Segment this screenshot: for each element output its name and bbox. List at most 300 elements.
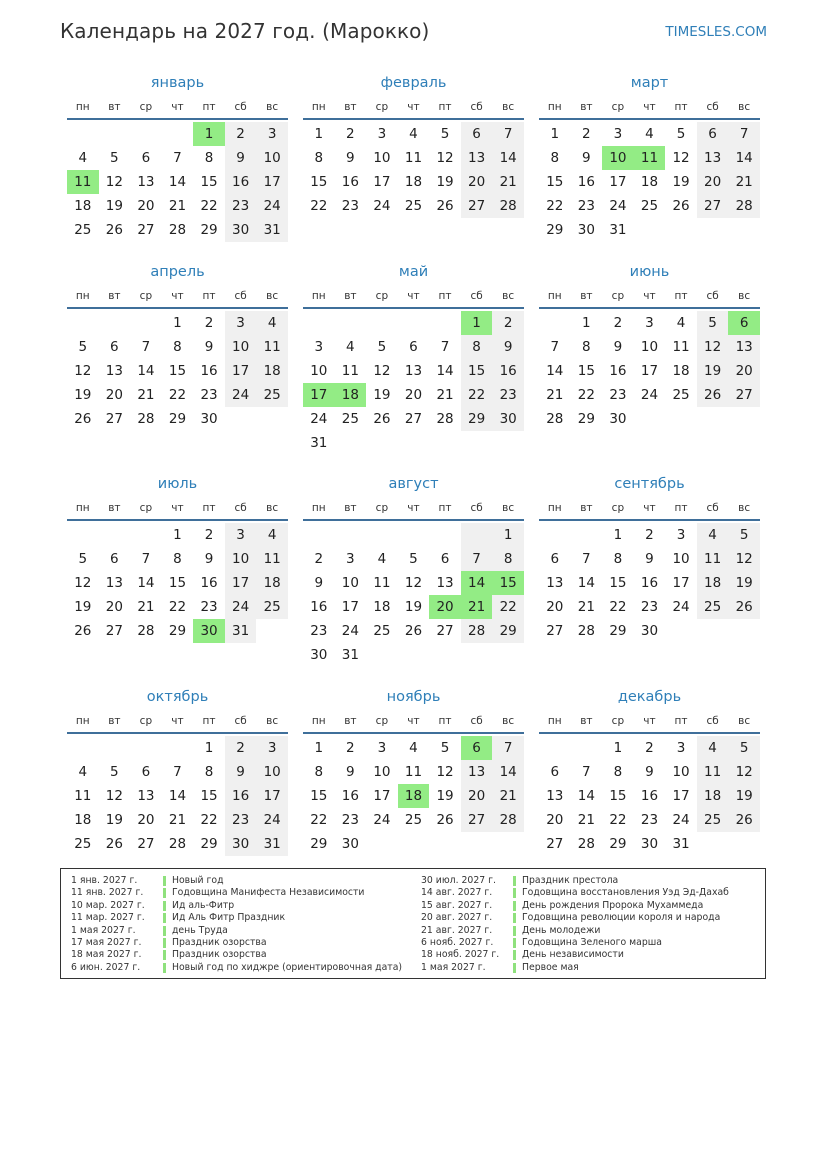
month-calendar	[67, 259, 288, 431]
day-cell: 27	[546, 623, 564, 639]
weekday-label: пт	[438, 290, 452, 302]
day-cell: 10	[256, 146, 288, 170]
legend-row	[71, 962, 402, 974]
weekday-label: пн	[311, 101, 326, 113]
empty-day-cell	[571, 523, 603, 547]
day-cell: 9	[225, 146, 257, 170]
legend-marker	[163, 901, 166, 911]
day-cell: 14	[577, 788, 595, 804]
legend-marker	[513, 888, 516, 898]
legend-row	[71, 875, 402, 887]
weekday-label: пт	[202, 101, 216, 113]
legend-marker	[513, 938, 516, 948]
day-cell: 24	[672, 599, 690, 615]
day-cell: 3	[377, 740, 387, 756]
day-cell: 1	[314, 126, 324, 142]
holiday-day-cell: 14	[461, 571, 493, 595]
day-cell: 5	[440, 740, 450, 756]
legend-holiday-name: Годовщина революции короля и народа	[522, 912, 721, 924]
week-row	[539, 760, 760, 784]
weeks	[539, 122, 760, 242]
day-cell: 20	[105, 599, 123, 615]
week-row	[539, 736, 760, 760]
day-cell: 7	[492, 122, 524, 146]
day-cell: 10	[373, 150, 391, 166]
empty-day-cell	[130, 523, 162, 547]
week-row	[67, 832, 288, 856]
day-cell: 18	[404, 174, 423, 190]
month-calendar	[67, 684, 288, 856]
weekday-label: пн	[547, 101, 562, 113]
day-cell: 26	[697, 383, 729, 407]
day-cell: 2	[346, 740, 355, 756]
weekday-header	[539, 710, 760, 734]
day-cell: 24	[225, 383, 257, 407]
day-cell: 28	[577, 836, 595, 852]
week-row	[67, 595, 288, 619]
legend-date: 11 мар. 2027 г.	[71, 912, 145, 924]
day-cell: 2	[613, 315, 623, 331]
day-cell: 28	[137, 623, 155, 639]
day-cell: 29	[492, 619, 524, 643]
day-cell: 23	[225, 808, 257, 832]
day-cell: 21	[168, 198, 187, 214]
month-calendar	[539, 471, 760, 643]
empty-day-cell	[67, 736, 99, 760]
empty-day-cell	[697, 218, 729, 242]
day-cell: 24	[256, 808, 288, 832]
day-cell: 9	[346, 150, 355, 166]
day-cell: 19	[728, 571, 760, 595]
day-cell: 3	[645, 315, 654, 331]
day-cell: 4	[697, 736, 729, 760]
day-cell: 22	[168, 387, 187, 403]
day-cell: 21	[492, 170, 524, 194]
day-cell: 18	[256, 359, 288, 383]
holiday-day-cell: 6	[728, 311, 760, 335]
holiday-day-cell: 15	[492, 571, 524, 595]
day-cell: 5	[78, 551, 88, 567]
empty-day-cell	[429, 311, 461, 335]
weekday-label: вт	[580, 715, 593, 727]
months-grid	[67, 70, 760, 860]
day-cell: 31	[341, 647, 359, 663]
empty-day-cell	[303, 523, 335, 547]
day-cell: 27	[461, 808, 493, 832]
legend-holiday-name: Годовщина Манифеста Независимости	[172, 887, 365, 899]
empty-day-cell	[461, 832, 493, 856]
week-row	[539, 832, 760, 856]
day-cell: 23	[341, 198, 359, 214]
day-cell: 13	[546, 575, 564, 591]
week-row	[303, 194, 524, 218]
day-cell: 10	[310, 363, 328, 379]
weekday-label: сб	[234, 715, 247, 727]
empty-day-cell	[492, 643, 524, 667]
weekday-label: вс	[738, 715, 751, 727]
week-row	[67, 571, 288, 595]
day-cell: 15	[168, 363, 187, 379]
day-cell: 26	[404, 623, 423, 639]
weekday-label: пн	[311, 502, 326, 514]
legend-date: 1 мая 2027 г.	[71, 924, 136, 936]
week-row	[67, 619, 288, 643]
empty-day-cell	[366, 523, 398, 547]
day-cell: 6	[141, 150, 151, 166]
week-row	[539, 784, 760, 808]
legend-marker	[513, 913, 516, 923]
weekday-label: ср	[375, 101, 389, 113]
legend-holiday-name: День рождения Пророка Мухаммеда	[522, 899, 704, 911]
legend-row	[421, 900, 729, 912]
weekday-label: вс	[266, 101, 279, 113]
day-cell: 27	[697, 194, 729, 218]
day-cell: 9	[645, 764, 654, 780]
day-cell: 23	[310, 623, 328, 639]
legend-marker	[163, 938, 166, 948]
day-cell: 4	[78, 150, 88, 166]
day-cell: 29	[546, 222, 564, 238]
day-cell: 12	[672, 150, 690, 166]
day-cell: 17	[672, 788, 690, 804]
day-cell: 29	[609, 623, 627, 639]
day-cell: 15	[310, 174, 328, 190]
day-cell: 9	[314, 575, 324, 591]
weekday-label: пн	[75, 715, 90, 727]
month-name: июнь	[629, 264, 670, 280]
empty-day-cell	[67, 311, 99, 335]
weekday-label: вт	[108, 502, 121, 514]
empty-day-cell	[162, 736, 194, 760]
day-cell: 30	[341, 836, 359, 852]
weekday-label: ср	[611, 502, 625, 514]
weekday-label: ср	[611, 290, 625, 302]
day-cell: 19	[74, 387, 92, 403]
week-row	[303, 407, 524, 431]
weekday-label: чт	[171, 290, 184, 302]
weeks	[303, 122, 524, 218]
day-cell: 16	[640, 575, 659, 591]
legend-date: 18 мая 2027 г.	[71, 949, 142, 961]
empty-day-cell	[130, 311, 162, 335]
weekday-label: вс	[502, 101, 515, 113]
day-cell: 22	[546, 198, 564, 214]
legend-marker	[163, 950, 166, 960]
day-cell: 31	[256, 832, 288, 856]
legend-date: 10 мар. 2027 г.	[71, 899, 145, 911]
day-cell: 22	[492, 595, 524, 619]
weekday-label: вс	[738, 290, 751, 302]
weeks	[303, 523, 524, 667]
week-row	[67, 784, 288, 808]
weekday-label: ср	[139, 502, 153, 514]
day-cell: 26	[436, 198, 454, 214]
legend-holiday-name: Годовщина Зеленого марша	[522, 936, 662, 948]
legend-row	[421, 937, 729, 949]
weekday-label: вс	[738, 502, 751, 514]
day-cell: 19	[436, 174, 454, 190]
empty-day-cell	[366, 643, 398, 667]
day-cell: 24	[672, 812, 690, 828]
week-row	[303, 523, 524, 547]
empty-day-cell	[398, 431, 430, 455]
legend-date: 1 мая 2027 г.	[421, 961, 486, 973]
day-cell: 5	[440, 126, 450, 142]
legend-marker	[513, 963, 516, 973]
day-cell: 17	[373, 174, 391, 190]
legend-date: 30 июл. 2027 г.	[421, 875, 496, 886]
day-cell: 7	[550, 339, 560, 355]
day-cell: 11	[404, 150, 423, 166]
month-name: декабрь	[617, 689, 682, 705]
weekday-label: вт	[108, 290, 121, 302]
day-cell: 12	[74, 575, 92, 591]
empty-day-cell	[366, 311, 398, 335]
week-row	[67, 122, 288, 146]
day-cell: 15	[577, 363, 595, 379]
day-cell: 19	[105, 198, 123, 214]
holiday-day-cell: 10	[602, 146, 634, 170]
empty-day-cell	[665, 218, 697, 242]
day-cell: 7	[461, 547, 493, 571]
site-link[interactable]: TIMESLES.COM	[665, 24, 767, 40]
month-calendar	[67, 70, 288, 242]
day-cell: 10	[225, 547, 257, 571]
day-cell: 30	[609, 411, 627, 427]
empty-day-cell	[461, 523, 493, 547]
empty-day-cell	[130, 122, 162, 146]
day-cell: 11	[697, 547, 729, 571]
month-calendar	[539, 70, 760, 242]
day-cell: 4	[78, 764, 88, 780]
day-cell: 6	[550, 551, 560, 567]
week-row	[303, 832, 524, 856]
day-cell: 6	[461, 122, 493, 146]
empty-day-cell	[634, 407, 666, 431]
day-cell: 19	[436, 788, 454, 804]
weekday-label: пн	[547, 715, 562, 727]
day-cell: 8	[461, 335, 493, 359]
day-cell: 26	[74, 411, 92, 427]
weekday-label: вс	[502, 715, 515, 727]
week-row	[303, 808, 524, 832]
day-cell: 4	[256, 523, 288, 547]
week-row	[539, 218, 760, 242]
day-cell: 2	[492, 311, 524, 335]
month-name: февраль	[380, 75, 447, 91]
day-cell: 14	[577, 575, 595, 591]
day-cell: 24	[256, 194, 288, 218]
day-cell: 22	[609, 812, 627, 828]
day-cell: 10	[640, 339, 659, 355]
day-cell: 12	[436, 150, 454, 166]
week-row	[67, 359, 288, 383]
day-cell: 22	[310, 812, 328, 828]
empty-day-cell	[634, 218, 666, 242]
week-row	[303, 760, 524, 784]
weekday-label: пн	[311, 715, 326, 727]
weekday-label: чт	[171, 502, 184, 514]
month-calendar	[303, 70, 524, 218]
day-cell: 7	[141, 551, 151, 567]
day-cell: 5	[78, 339, 88, 355]
day-cell: 3	[256, 736, 288, 760]
day-cell: 19	[74, 599, 92, 615]
day-cell: 3	[225, 311, 257, 335]
day-cell: 15	[546, 174, 564, 190]
day-cell: 11	[256, 547, 288, 571]
day-cell: 21	[137, 387, 155, 403]
weekday-label: чт	[407, 101, 420, 113]
day-cell: 23	[577, 198, 595, 214]
legend-marker	[513, 926, 516, 936]
day-cell: 24	[310, 411, 328, 427]
day-cell: 20	[728, 359, 760, 383]
day-cell: 10	[672, 764, 690, 780]
weeks	[67, 311, 288, 431]
weekday-label: пн	[75, 101, 90, 113]
day-cell: 11	[74, 788, 92, 804]
empty-day-cell	[665, 407, 697, 431]
day-cell: 18	[256, 571, 288, 595]
day-cell: 30	[225, 218, 257, 242]
weekday-label: вс	[502, 502, 515, 514]
day-cell: 25	[697, 808, 729, 832]
day-cell: 11	[697, 760, 729, 784]
day-cell: 4	[645, 126, 654, 142]
day-cell: 12	[105, 788, 123, 804]
day-cell: 9	[204, 551, 214, 567]
empty-day-cell	[429, 431, 461, 455]
day-cell: 20	[697, 170, 729, 194]
legend-row	[71, 937, 402, 949]
week-row	[67, 218, 288, 242]
day-cell: 6	[409, 339, 418, 355]
week-row	[303, 784, 524, 808]
day-cell: 23	[609, 387, 627, 403]
legend-holiday-name: Новый год по хиджре (ориентировочная дата)	[172, 961, 403, 973]
day-cell: 18	[373, 599, 391, 615]
day-cell: 17	[256, 784, 288, 808]
day-cell: 8	[204, 764, 214, 780]
week-row	[539, 170, 760, 194]
day-cell: 13	[404, 363, 423, 379]
day-cell: 19	[672, 174, 690, 190]
day-cell: 3	[676, 527, 686, 543]
day-cell: 24	[225, 595, 257, 619]
month-name: март	[630, 75, 669, 91]
week-row	[67, 407, 288, 431]
legend-row	[421, 887, 729, 899]
month-calendar	[303, 684, 524, 856]
holiday-day-cell: 18	[335, 383, 367, 407]
empty-day-cell	[728, 619, 760, 643]
holiday-day-cell: 21	[461, 595, 493, 619]
empty-day-cell	[571, 736, 603, 760]
empty-day-cell	[398, 311, 430, 335]
weekday-label: чт	[407, 502, 420, 514]
day-cell: 5	[728, 736, 760, 760]
day-cell: 15	[200, 174, 218, 190]
weekday-label: сб	[706, 101, 719, 113]
weekday-header	[539, 497, 760, 521]
day-cell: 7	[492, 736, 524, 760]
day-cell: 29	[168, 411, 187, 427]
weekday-label: пт	[438, 502, 452, 514]
day-cell: 2	[225, 736, 257, 760]
weekday-label: пт	[674, 101, 688, 113]
day-cell: 21	[728, 170, 760, 194]
day-cell: 16	[609, 363, 627, 379]
day-cell: 19	[697, 359, 729, 383]
legend-date: 21 авг. 2027 г.	[421, 924, 493, 936]
legend-marker	[163, 963, 166, 973]
day-cell: 31	[225, 619, 257, 643]
legend-date: 18 нояб. 2027 г.	[421, 949, 500, 961]
empty-day-cell	[492, 832, 524, 856]
day-cell: 4	[676, 315, 686, 331]
legend-marker	[513, 901, 516, 911]
weekday-header	[67, 497, 288, 521]
day-cell: 16	[225, 784, 257, 808]
day-cell: 18	[74, 812, 92, 828]
day-cell: 26	[373, 411, 391, 427]
week-row	[539, 359, 760, 383]
day-cell: 12	[728, 760, 760, 784]
day-cell: 6	[110, 551, 119, 567]
day-cell: 25	[697, 595, 729, 619]
day-cell: 13	[728, 335, 760, 359]
empty-day-cell	[99, 311, 131, 335]
day-cell: 21	[137, 599, 155, 615]
month-calendar	[67, 471, 288, 643]
empty-day-cell	[697, 407, 729, 431]
weekday-label: пт	[438, 101, 452, 113]
empty-day-cell	[256, 407, 288, 431]
day-cell: 18	[640, 174, 659, 190]
legend-holiday-name: Годовщина восстановления Уэд Эд-Дахаб	[522, 887, 729, 899]
day-cell: 8	[613, 551, 623, 567]
day-cell: 14	[492, 146, 524, 170]
weekday-label: вс	[502, 290, 515, 302]
day-cell: 10	[373, 764, 391, 780]
day-cell: 22	[461, 383, 493, 407]
week-row	[67, 547, 288, 571]
legend-marker	[163, 926, 166, 936]
week-row	[67, 311, 288, 335]
day-cell: 10	[225, 335, 257, 359]
weekday-label: вт	[344, 101, 357, 113]
day-cell: 13	[137, 788, 155, 804]
week-row	[539, 523, 760, 547]
day-cell: 9	[582, 150, 591, 166]
weekday-label: чт	[171, 101, 184, 113]
legend-row	[71, 912, 402, 924]
day-cell: 2	[204, 315, 214, 331]
empty-day-cell	[398, 523, 430, 547]
day-cell: 17	[256, 170, 288, 194]
day-cell: 2	[346, 126, 355, 142]
legend-row	[71, 949, 402, 961]
day-cell: 31	[672, 836, 690, 852]
weekday-label: пн	[547, 502, 562, 514]
month-calendar	[303, 471, 524, 667]
legend-marker	[513, 876, 516, 886]
day-cell: 20	[546, 599, 564, 615]
weekday-label: вс	[266, 502, 279, 514]
legend-date: 20 авг. 2027 г.	[421, 912, 493, 924]
day-cell: 22	[310, 198, 328, 214]
